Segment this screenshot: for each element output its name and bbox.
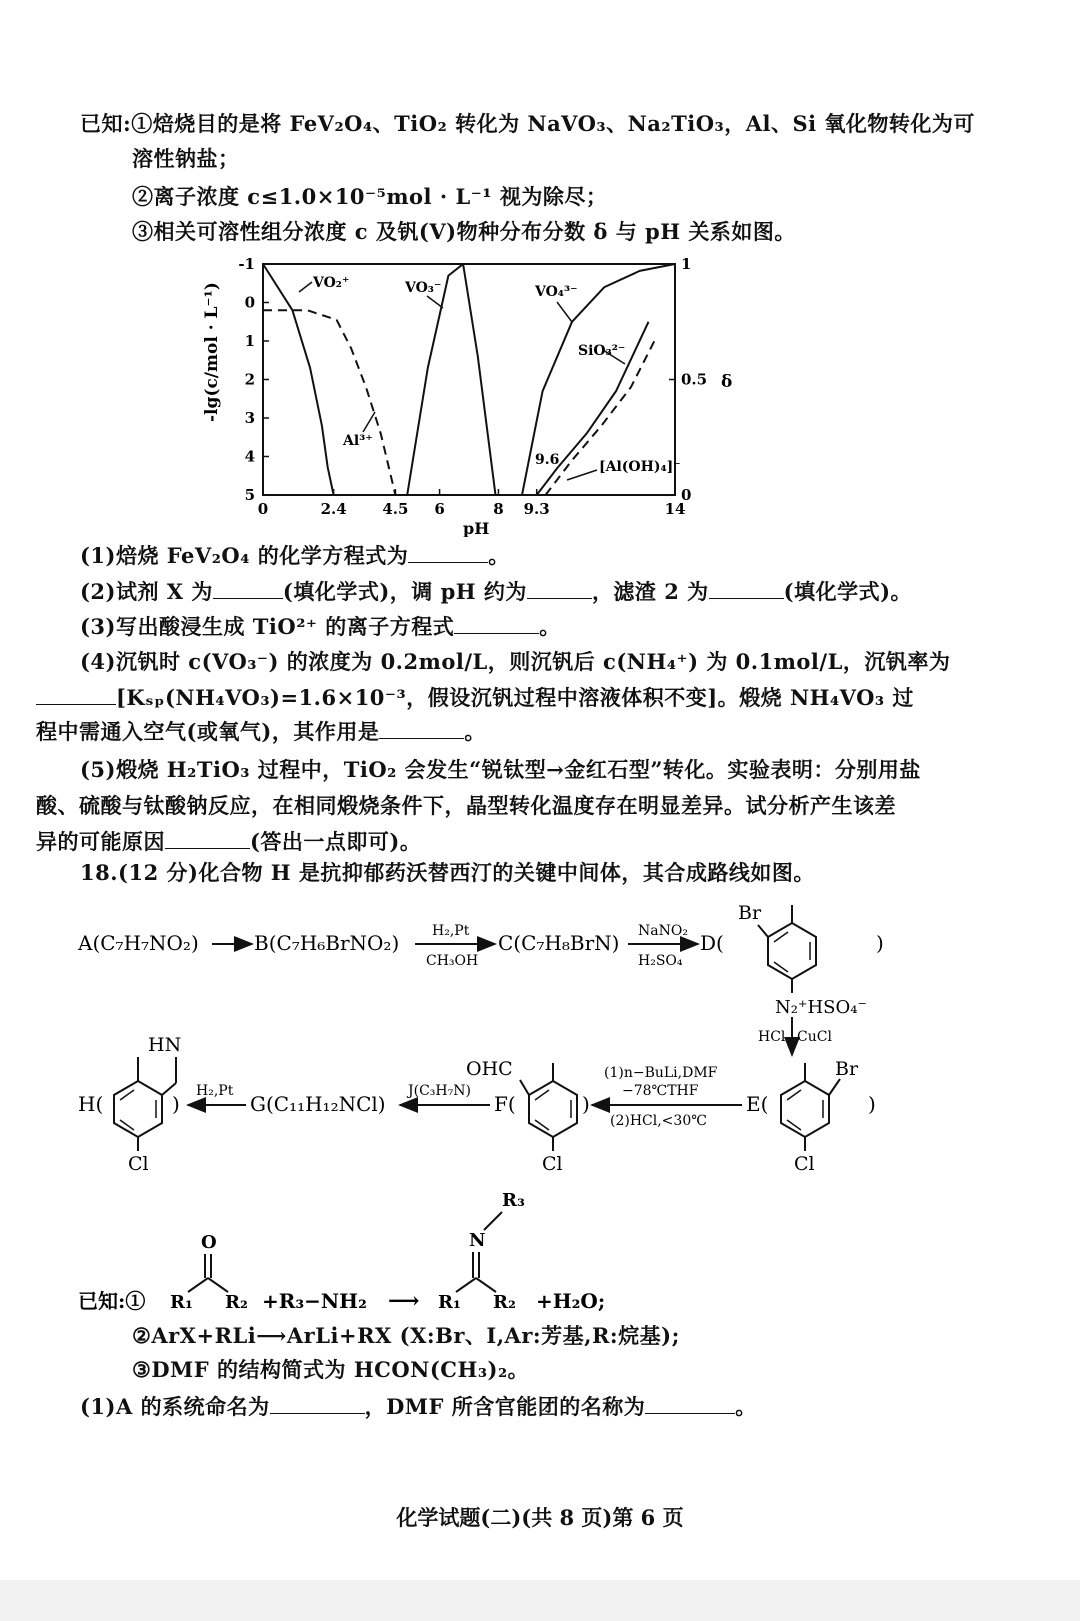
label-vo3: VO₃⁻ [405,280,442,296]
y2-tick-label: 0.5 [681,370,708,389]
label-vo2: VO₂⁺ [313,275,350,291]
series-line [407,264,495,495]
question-2: (2)试剂 X 为 (填化学式)，调 pH 约为 ，滤渣 2 为 (填化学式)。 [80,579,913,604]
known-line-1: 已知:①焙烧目的是将 FeV₂O₄、TiO₂ 转化为 NaVO₃、Na₂TiO₃，Al、Si 氧化物转化为可 [80,111,975,136]
y-axis-label: -lg(c/mol · L⁻¹) [202,282,222,422]
ketone-r1: R₁ [170,1292,193,1313]
e-close: ) [868,1092,876,1116]
ketone-r2: R₂ [225,1292,248,1313]
bottom-band [0,1580,1080,1621]
answer-blank[interactable] [270,1395,365,1414]
y-tick-label: 0 [244,293,255,312]
compound-c: C(C₇H₈BrN) [498,931,620,955]
known2-line-2: ②ArX+RLi⟶ArLi+RX (X:Br、I,Ar:芳基,R:烷基); [132,1323,680,1348]
d-close: ) [876,931,884,955]
ketone-o: O [201,1232,217,1253]
label-vo4: VO₄³⁻ [535,284,578,300]
compound-f: F( [494,1092,516,1116]
question-18-1: (1)A 的系统命名为 ，DMF 所含官能团的名称为 。 [80,1394,757,1419]
question-18-title: 18.(12 分)化合物 H 是抗抑郁药沃替西汀的关键中间体，其合成路线如图。 [80,860,815,885]
imine-r3: R₃ [502,1190,525,1211]
imine-r2: R₂ [493,1292,516,1313]
y2-tick-label: 1 [681,255,692,273]
cond-c-d-top: NaNO₂ [638,923,688,939]
y-tick-label: 3 [244,409,255,427]
answer-blank[interactable] [165,830,250,849]
cond-e-f-3: (2)HCl,<30℃ [610,1113,707,1129]
series-line [263,310,395,495]
h-cl-label: Cl [128,1153,149,1175]
reaction-arrow: ⟶ [388,1288,420,1314]
question-3: (3)写出酸浸生成 TiO²⁺ 的离子方程式 。 [80,614,561,639]
y2-tick-label: 0 [681,486,692,504]
arrow-al3 [363,412,375,432]
cond-b-c-top: H₂,Pt [432,923,470,939]
x-tick-label: 6 [434,500,445,518]
d-diazonium-label: N₂⁺HSO₄⁻ [775,997,867,1018]
y-tick-label: 1 [244,332,255,350]
known2-label: 已知:① [78,1289,146,1313]
e-br-label: Br [835,1058,859,1080]
x-tick-label: 0 [257,500,269,518]
known-line-3: ②离子浓度 c≤1.0×10⁻⁵mol · L⁻¹ 视为除尽； [132,184,608,209]
page-footer: 化学试题(二)(共 8 页)第 6 页 [396,1505,684,1530]
amine-term: +R₃−NH₂ [262,1289,367,1313]
answer-blank[interactable] [527,580,592,599]
x-tick-label: 9.3 [523,500,550,518]
compound-a: A(C₇H₇NO₂) [78,931,199,955]
f-cl-label: Cl [542,1153,563,1175]
label-al3: Al³⁺ [343,433,373,449]
cond-b-c-bottom: CH₃OH [426,953,479,969]
y-tick-label: -1 [238,255,255,273]
y-tick-label: 2 [244,370,255,389]
label-sio3: SiO₃²⁻ [578,343,626,359]
y2-axis-label: δ [721,372,733,392]
question-1: (1)焙烧 FeV₂O₄ 的化学方程式为 。 [80,543,510,568]
h-close: ) [172,1092,180,1116]
compound-h: H( [78,1092,104,1116]
arrow-vo4 [557,302,572,322]
arrow-aloh4 [567,470,597,480]
arrow-vo3 [427,296,443,308]
d-br-label: Br [738,902,762,924]
distribution-chart [195,252,735,537]
known-reaction-1 [70,1178,630,1328]
series-line [263,264,334,495]
synthesis-scheme [70,895,1020,1185]
x-tick-label: 4.5 [382,500,409,518]
compound-d: D( [700,931,724,955]
question-5-line-2: 酸、硫酸与钛酸钠反应，在相同煅烧条件下，晶型转化温度存在明显差异。试分析产生该差 [36,793,896,818]
cond-c-d-bottom: H₂SO₄ [638,953,683,969]
cond-e-f-1: (1)n−BuLi,DMF [604,1065,718,1081]
imine-r1: R₁ [438,1292,461,1313]
known2-line-3: ③DMF 的结构简式为 HCON(CH₃)₂。 [132,1357,530,1382]
e-cl-label: Cl [794,1153,815,1175]
answer-blank[interactable] [454,615,539,634]
h-hn-label: HN [148,1034,182,1056]
structure-d [738,902,867,1018]
known-line-2: 溶性钠盐； [132,146,240,171]
compound-g: G(C₁₁H₁₂NCl) [250,1092,386,1116]
compound-b: B(C₇H₆BrNO₂) [254,931,400,955]
label-9-6: 9.6 [535,452,560,468]
question-4-line-1: (4)沉钒时 c(VO₃⁻) 的浓度为 0.2mol/L，则沉钒后 c(NH₄⁺) 为 0.1mol/L，沉钒率为 [80,649,951,674]
f-close: ) [582,1092,590,1116]
label-aloh4: [Al(OH)₄]⁻ [599,459,681,475]
x-tick-label: 2.4 [320,500,347,518]
y-tick-label: 5 [244,486,255,504]
cond-d-e-right: CuCl [797,1029,832,1045]
answer-blank[interactable] [645,1395,735,1414]
cond-e-f-2: −78℃THF [622,1083,699,1099]
answer-blank[interactable] [709,580,784,599]
y-tick-label: 4 [244,447,255,466]
structure-f [466,1058,577,1175]
f-ohc-label: OHC [466,1058,513,1080]
x-tick-label: 8 [493,500,504,518]
imine-n: N [469,1230,486,1251]
answer-blank[interactable] [379,720,464,739]
structure-e [781,1058,859,1175]
cond-d-e-left: HCl [758,1029,786,1045]
cond-g-h: H₂,Pt [196,1083,234,1099]
known-line-4: ③相关可溶性组分浓度 c 及钒(V)物种分布分数 δ 与 pH 关系如图。 [132,219,796,244]
cond-f-g: J(C₃H₇N) [408,1083,471,1099]
question-5-line-1: (5)煅烧 H₂TiO₃ 过程中，TiO₂ 会发生“锐钛型→金红石型”转化。实验表明：分别用盐 [80,757,921,782]
answer-blank[interactable] [213,580,283,599]
question-4-line-2: [Kₛₚ(NH₄VO₃)=1.6×10⁻³，假设沉钒过程中溶液体积不变]。煅烧 NH₄VO₃ 过 [36,685,914,711]
x-tick-label: 14 [664,500,686,518]
water-term: +H₂O; [536,1289,606,1313]
arrow-vo2 [299,282,312,292]
question-4-line-3: 程中需通入空气(或氧气)，其作用是 。 [36,719,486,744]
answer-blank[interactable] [36,686,116,705]
compound-e: E( [746,1092,769,1116]
x-axis-label: pH [463,519,490,537]
answer-blank[interactable] [408,544,488,563]
question-5-line-3: 异的可能原因 (答出一点即可)。 [36,829,422,854]
